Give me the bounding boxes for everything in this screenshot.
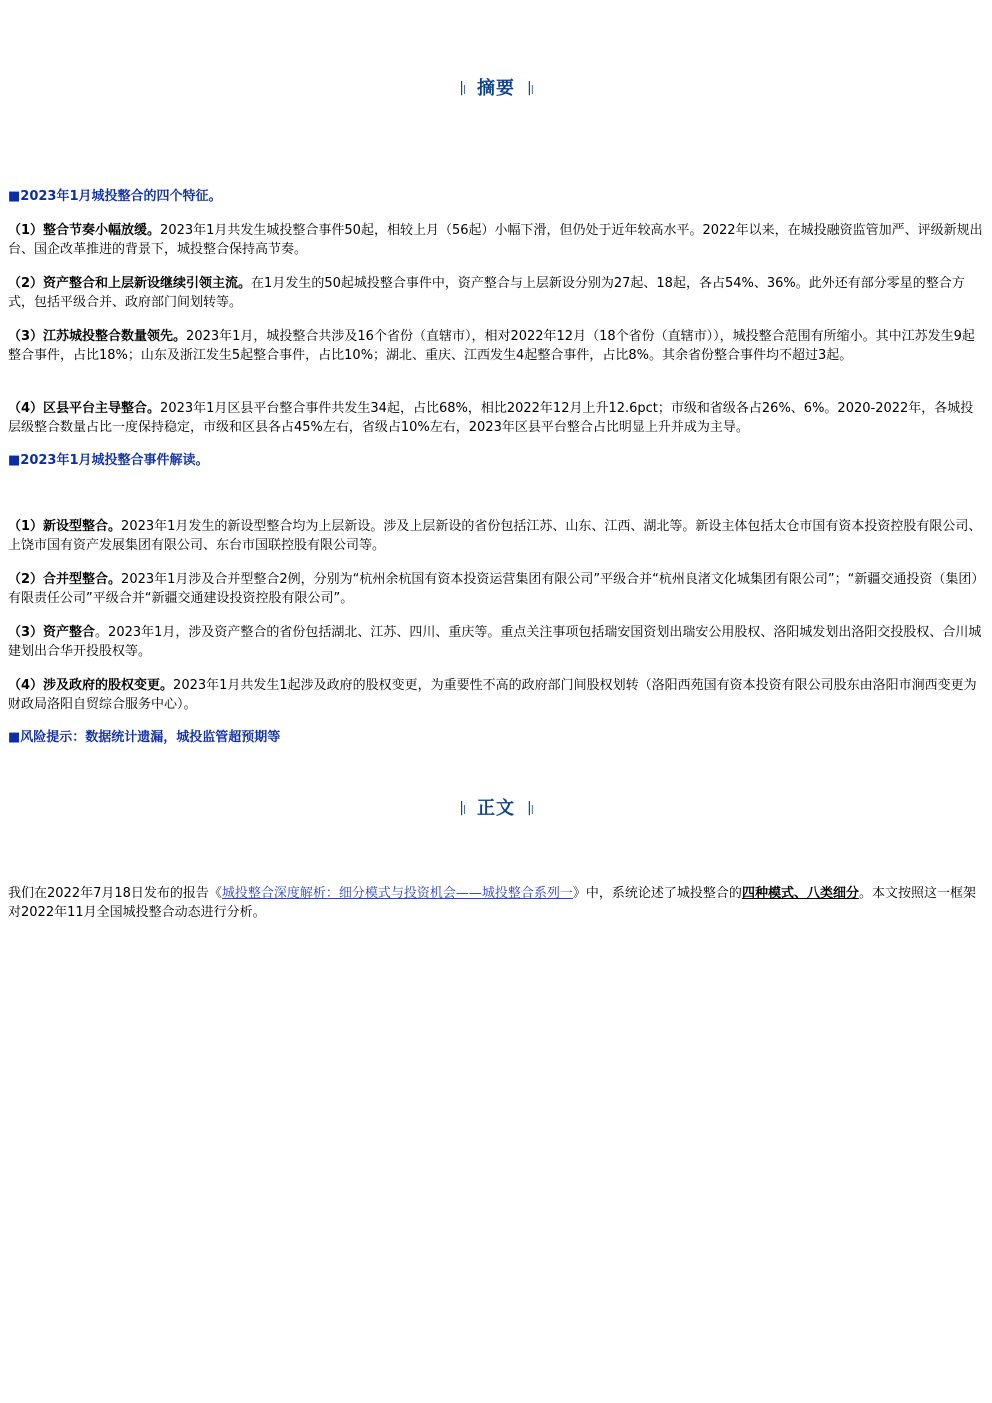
event-lead: （1）新设型整合。: [8, 519, 122, 534]
title-bar-right-icon: ||: [527, 800, 533, 816]
feature-lead: （2）资产整合和上层新设继续引领主流。: [8, 276, 252, 291]
feature-text: 2023年1月，城投整合共涉及16个省份（直辖市），相对2022年12月（18个省份（直辖市）），城投整合范围有所缩小。其中江苏发生9起整合事件，占比18%；山东及浙江发生5起整合事件，占比10%；湖北、重庆、江西发生4起整合事件，占比8%。其余省份整合事件均不超过3起。: [8, 329, 975, 363]
event-text: 2023年1月涉及合并型整合2例，分别为“杭州余杭国有资本投资运营集团有限公司”平级合并“杭州良渚文化城集团有限公司”；“新疆交通投资（集团）有限责任公司”平级合并“新疆交通建设投资控股有限公司”。: [8, 572, 978, 606]
feature-text: 2023年1月区县平台整合事件共发生34起，占比68%，相比2022年12月上升12.6pct；市级和省级各占26%、6%。2020-2022年，各城投层级整合数量占比一度保持稳定，市级和区县各占45%左右，省级占10%左右，2023年区县平台整合占比明显上升并成为主导。: [8, 401, 974, 435]
event-paragraph: [8, 676, 984, 714]
intro-text-after: 。本文按照这一框架对2022年11月全国城投整合动态进行分析。: [8, 886, 976, 920]
feature-lead: （4）区县平台主导整合。: [8, 401, 161, 416]
title-bar-left-icon: ||: [459, 800, 465, 816]
summary-title: [0, 74, 992, 100]
feature-lead: （3）江苏城投整合数量领先。: [8, 329, 187, 344]
summary-title-text: 摘要: [477, 78, 515, 99]
event-text: 2023年1月发生的新设型整合均为上层新设。涉及上层新设的省份包括江苏、山东、江西、湖北等。新设主体包括太仓市国有资本投资控股有限公司、上饶市国有资产发展集团有限公司、东台市国联控股有限公司等。: [8, 519, 982, 553]
event-lead: （3）资产整合: [8, 625, 96, 640]
event-text: 。2023年1月，涉及资产整合的省份包括湖北、江苏、四川、重庆等。重点关注事项包括瑞安国资划出瑞安公用股权、洛阳城发划出洛阳交投股权、合川城建划出合华开投股权等。: [8, 625, 982, 659]
event-lead: （2）合并型整合。: [8, 572, 122, 587]
body-title-text: 正文: [477, 798, 515, 819]
title-bar-right-icon: ||: [527, 80, 533, 96]
intro-text-before: 我们在2022年7月18日发布的报告《: [8, 886, 222, 901]
report-link[interactable]: 城投整合深度解析：细分模式与投资机会——城投整合系列一: [221, 886, 573, 901]
risk-warning: ■风险提示：数据统计遗漏，城投监管超预期等: [8, 730, 281, 745]
event-paragraph: [8, 570, 984, 608]
title-bar-left-icon: ||: [459, 80, 465, 96]
features-heading: ■2023年1月城投整合的四个特征。: [8, 189, 222, 204]
feature-paragraph: [8, 399, 984, 437]
intro-emphasis: 四种模式、八类细分: [741, 886, 859, 901]
event-paragraph: [8, 623, 984, 661]
feature-paragraph: [8, 221, 984, 259]
body-intro-paragraph: [8, 884, 984, 922]
event-text: 2023年1月共发生1起涉及政府的股权变更，为重要性不高的政府部门间股权划转（洛阳西苑国有资本投资有限公司股东由洛阳市涧西变更为财政局洛阳自贸综合服务中心）。: [8, 678, 977, 712]
feature-paragraph: [8, 274, 984, 312]
event-paragraph: [8, 517, 984, 555]
feature-text: 2023年1月共发生城投整合事件50起，相较上月（56起）小幅下滑，但仍处于近年较高水平。2022年以来，在城投融资监管加严、评级新规出台、国企改革推进的背景下，城投整合保持高节奏。: [8, 223, 983, 257]
feature-lead: （1）整合节奏小幅放缓。: [8, 223, 161, 238]
feature-text: 在1月发生的50起城投整合事件中，资产整合与上层新设分别为27起、18起，各占54%、36%。此外还有部分零星的整合方式，包括平级合并、政府部门间划转等。: [8, 276, 965, 310]
intro-text-mid: 》中，系统论述了城投整合的: [572, 886, 742, 901]
body-title: [0, 794, 992, 820]
feature-paragraph: [8, 327, 984, 365]
event-lead: （4）涉及政府的股权变更。: [8, 678, 174, 693]
events-heading: ■2023年1月城投整合事件解读。: [8, 453, 209, 468]
